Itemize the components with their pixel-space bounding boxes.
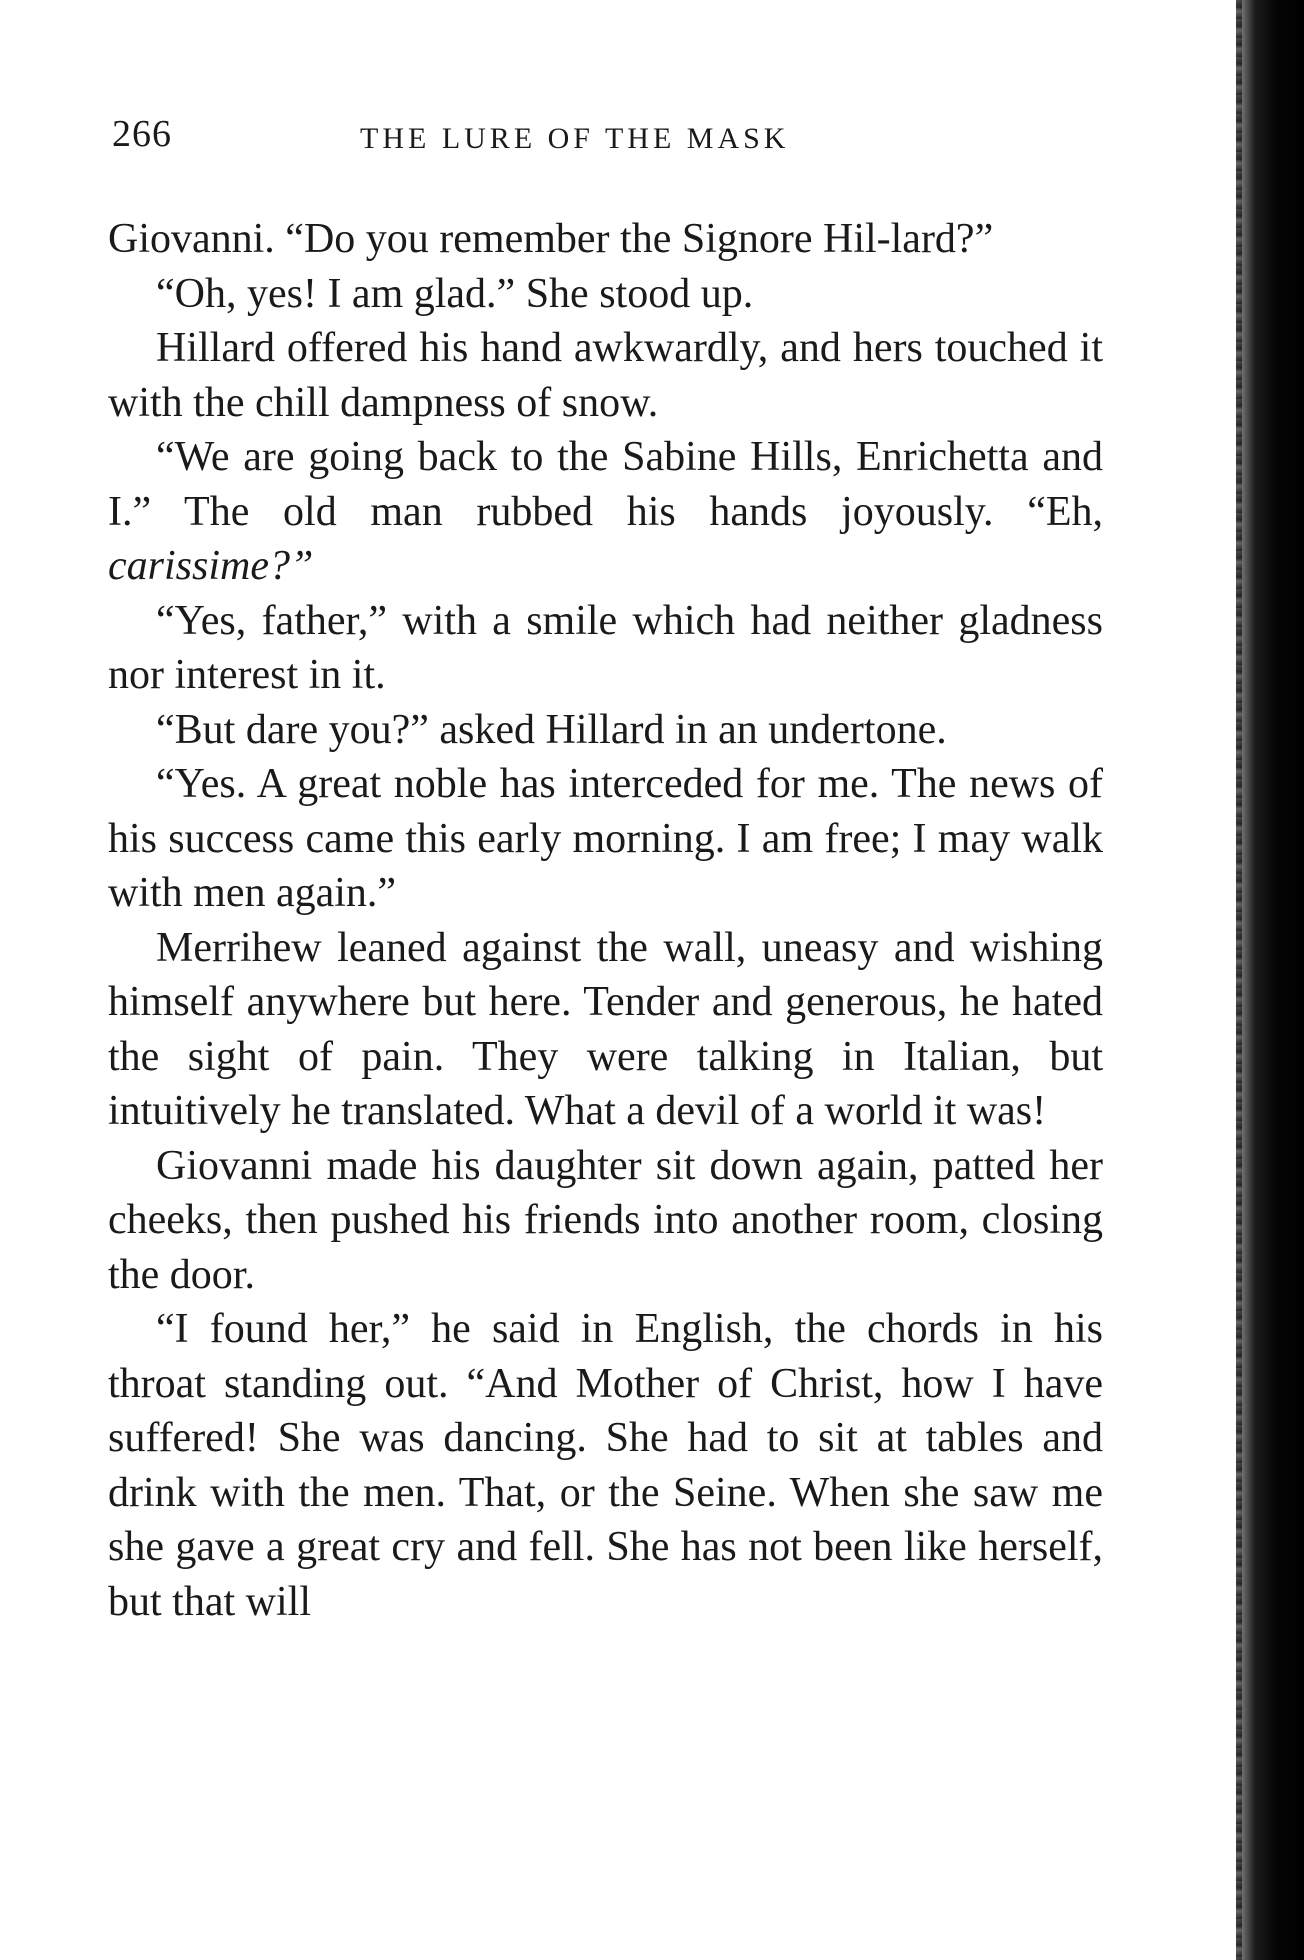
paragraph: Giovanni made his daughter sit down again, patted her cheeks, then pushed his friends into another room, closing the door. — [108, 1142, 1103, 1298]
body-text — [108, 212, 1103, 1629]
paragraph: Giovanni. “Do you remember the Signore Hil-lard?” — [108, 216, 994, 262]
paragraph: “Yes, father,” with a smile which had neither gladness nor interest in it. — [108, 597, 1103, 698]
paragraph: “Oh, yes! I am glad.” She stood up. — [156, 270, 754, 317]
paragraph: “I found her,” he said in English, the chords in his throat standing out. “And Mother of Christ, how I have suffered! She was dancing. She had to sit at tables and drink with the men. That, or the Seine. When she saw me she gave a great cry and fell. She has not been like herself, but that will — [108, 1306, 1103, 1625]
page-edge-shadow — [1236, 0, 1304, 1960]
paragraph: “But dare you?” asked Hillard in an undertone. — [156, 706, 947, 753]
paragraph: Hillard offered his hand awkwardly, and hers touched it with the chill dampness of snow. — [108, 325, 1103, 426]
page-edge-texture — [1236, 0, 1242, 1960]
running-head — [112, 112, 1102, 162]
italic-phrase: carissime?” — [108, 543, 314, 589]
paragraph-text: “We are going back to the Sabine Hills, Enrichetta and I.” The old man rubbed his hands joyously. “Eh, — [108, 434, 1103, 535]
running-title: THE LURE OF THE MASK — [360, 122, 790, 155]
paragraph: Merrihew leaned against the wall, uneasy and wishing himself anywhere but here. Tender and generous, he hated the sight of pain. They were talking in Italian, but intuitively he translated. What a devil of a world it was! — [108, 924, 1103, 1134]
paragraph — [108, 430, 1103, 594]
paragraph: “Yes. A great noble has interceded for me. The news of his success came this early morning. I am free; I may walk with men again.” — [108, 761, 1103, 916]
page-number: 266 — [112, 113, 172, 155]
